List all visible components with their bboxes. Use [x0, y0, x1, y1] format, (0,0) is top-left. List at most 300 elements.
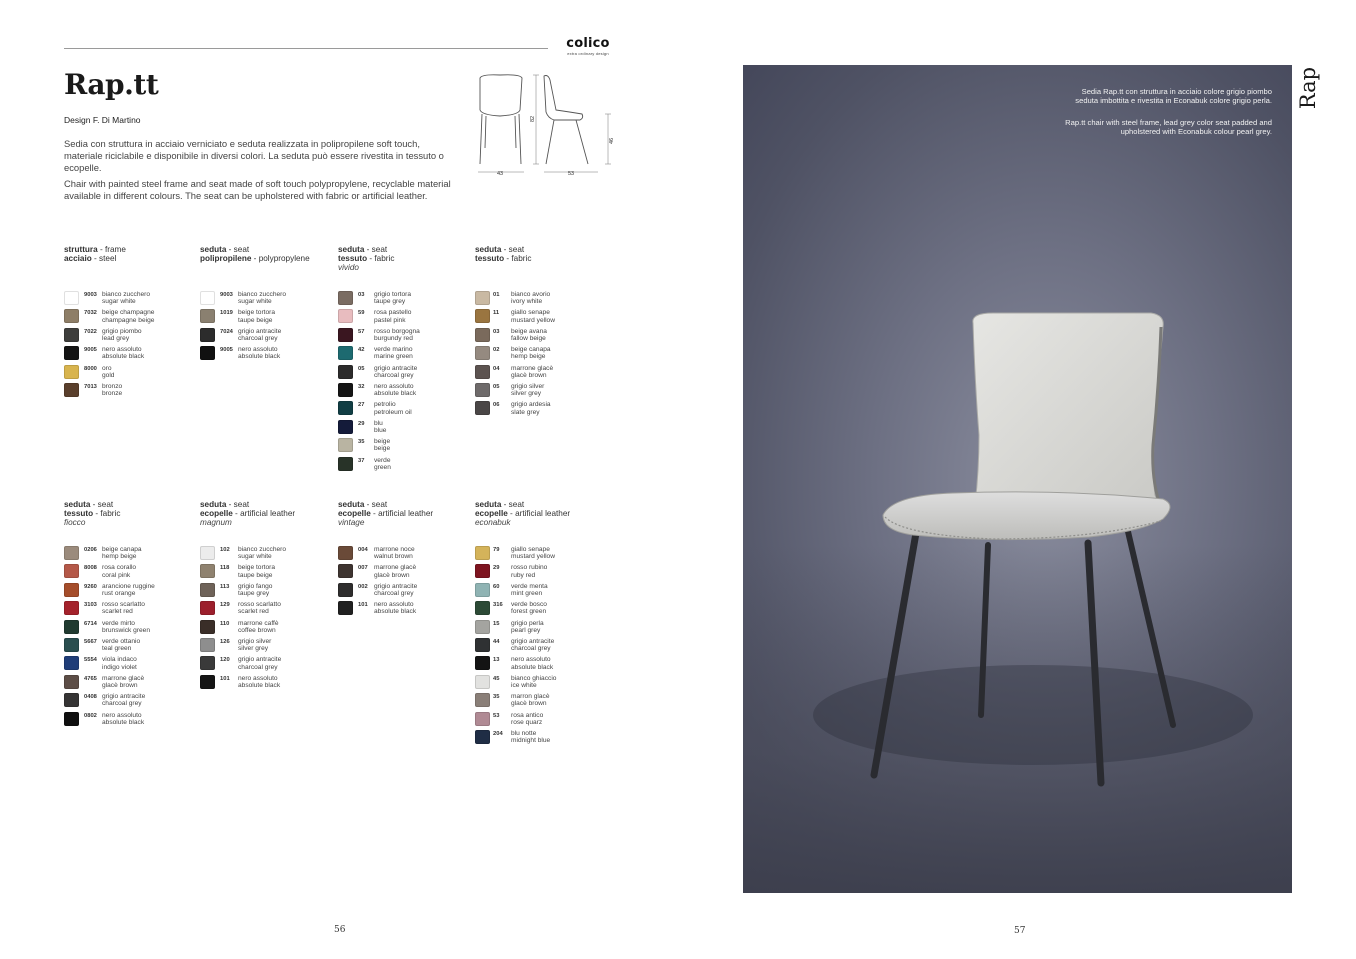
swatch-item	[200, 656, 340, 674]
swatch-item	[200, 675, 340, 693]
swatch-name-it: bronzo	[102, 383, 123, 390]
collection-name: fiocco	[64, 518, 86, 527]
swatch-name	[238, 546, 286, 560]
swatch-item	[338, 601, 478, 619]
swatch-name	[511, 638, 554, 652]
swatch-item	[200, 546, 340, 564]
finish-group	[64, 500, 204, 726]
color-swatch	[338, 328, 353, 342]
swatch-code: 37	[358, 457, 365, 464]
swatch-name-it: verde ottanio	[102, 638, 141, 645]
description-italian: Sedia con struttura in acciaio verniciato e seduta realizzata in polipropilene soft touch, materiale riciclabile e disponibile in diversi colori. La seduta può essere rivestita in tessuto o ecopelle.	[64, 138, 444, 174]
swatch-name	[374, 583, 417, 597]
swatch-item	[475, 383, 615, 401]
swatch-code: 7022	[84, 328, 97, 335]
swatch-code: 5667	[84, 639, 97, 645]
swatch-name	[511, 564, 547, 578]
swatch-code: 06	[493, 402, 500, 409]
swatch-code: 129	[220, 602, 230, 609]
collection-name: vintage	[338, 518, 365, 527]
swatch-name-it: bianco zucchero	[238, 546, 287, 553]
swatch-name	[238, 328, 281, 342]
collection-name: magnum	[200, 518, 232, 527]
color-swatch	[475, 346, 490, 360]
part-it: seduta	[475, 245, 502, 254]
swatch-item	[338, 438, 478, 456]
swatch-name-it: rosso scarlatto	[238, 601, 281, 609]
swatch-name-en: ivory white	[511, 298, 543, 306]
swatch-name-en: bronze	[102, 390, 123, 398]
finish-group-heading: seduta - seat tessuto - fabric fiocco	[64, 500, 121, 527]
swatch-name-en: charcoal grey	[238, 335, 278, 342]
swatch-code: 004	[358, 547, 368, 553]
swatch-name	[102, 365, 114, 379]
swatch-name-en: brunswick green	[102, 626, 151, 634]
part-it: seduta	[338, 245, 365, 254]
color-swatch	[64, 675, 79, 689]
swatch-name	[374, 346, 413, 360]
swatch-name-it: beige canapa	[102, 546, 142, 553]
swatch-code: 11	[493, 310, 500, 317]
swatch-name	[102, 291, 150, 305]
color-swatch	[64, 328, 79, 342]
part-en: seat	[97, 500, 114, 509]
material-it: ecopelle	[200, 509, 233, 518]
swatch-name-en: petroleum oil	[374, 408, 412, 416]
color-swatch	[475, 365, 490, 379]
swatch-name-en: marine green	[374, 353, 413, 361]
color-swatch	[475, 675, 490, 689]
swatch-item	[200, 601, 340, 619]
swatch-name-en: charcoal grey	[102, 700, 142, 708]
product-photo	[743, 65, 1292, 893]
swatch-name-it: verde menta	[511, 582, 548, 590]
swatch-name	[374, 457, 391, 471]
swatch-name-en: teal green	[102, 645, 132, 653]
color-swatch	[64, 546, 79, 560]
swatch-code: 113	[220, 583, 230, 590]
swatch-name-en: pearl grey	[511, 626, 541, 634]
swatch-item	[475, 346, 615, 364]
swatch-name	[238, 291, 286, 305]
swatch-code: 9003	[84, 292, 97, 298]
color-swatch	[475, 401, 490, 415]
dim-depth-label: 53	[568, 171, 575, 177]
swatch-name-it: bianco zucchero	[102, 291, 151, 298]
swatch-name-en: ice white	[511, 682, 537, 689]
swatch-name-it: grigio antracite	[374, 364, 418, 372]
chair-front-view	[480, 75, 522, 164]
swatch-code: 44	[493, 639, 500, 645]
swatch-name	[511, 401, 551, 415]
swatch-name-it: grigio antracite	[238, 327, 282, 335]
part-en: frame	[104, 245, 126, 254]
color-swatch	[338, 383, 353, 397]
material-en: polypropylene	[258, 254, 310, 263]
swatch-item	[475, 620, 615, 638]
swatch-name-it: blu notte	[511, 730, 537, 737]
swatch-name-it: beige champagne	[102, 309, 155, 317]
color-swatch	[338, 601, 353, 615]
swatch-name	[238, 638, 271, 652]
part-it: seduta	[200, 500, 227, 509]
swatch-name-en: rose quarz	[511, 718, 543, 726]
color-swatch	[475, 638, 490, 652]
swatch-item	[64, 638, 204, 656]
swatch-name-en: hemp beige	[511, 353, 546, 361]
swatch-code: 53	[493, 712, 500, 719]
swatch-code: 15	[493, 620, 500, 627]
swatch-name-en: absolute black	[238, 682, 281, 689]
swatch-name-it: marrone noce	[374, 546, 415, 553]
swatch-code: 002	[358, 583, 368, 590]
swatch-name	[102, 675, 144, 689]
swatch-name-it: arancione ruggine	[102, 582, 155, 590]
swatch-item	[475, 309, 615, 327]
swatch-name	[102, 583, 155, 597]
swatch-name-en: coffee brown	[238, 626, 276, 634]
swatch-item	[64, 583, 204, 601]
swatch-name-en: charcoal grey	[374, 590, 414, 597]
swatch-name-it: rosso scarlatto	[102, 601, 145, 609]
swatch-code: 13	[493, 657, 500, 664]
swatch-name-en: hemp beige	[102, 553, 137, 561]
chair-illustration	[743, 65, 1292, 893]
swatch-item	[475, 564, 615, 582]
swatch-code: 42	[358, 347, 365, 354]
side-title-text: Rap	[1296, 66, 1321, 110]
swatch-code: 04	[493, 365, 500, 372]
material-en: artificial leather	[515, 509, 571, 518]
color-swatch	[475, 564, 490, 578]
color-swatch	[475, 620, 490, 634]
swatch-name	[238, 346, 280, 360]
swatch-code: 29	[358, 420, 365, 427]
color-swatch	[338, 365, 353, 379]
color-swatch	[338, 420, 353, 434]
swatch-code: 0802	[84, 712, 97, 719]
swatch-item	[64, 365, 204, 383]
swatch-code: 101	[358, 602, 368, 609]
color-swatch	[475, 712, 490, 726]
color-swatch	[200, 346, 215, 360]
finish-group-heading: seduta - seat tessuto - fabric vivido	[338, 245, 395, 272]
finish-group-heading: seduta - seat ecopelle - artificial leather vintage	[338, 500, 434, 527]
color-swatch	[200, 328, 215, 342]
part-en: seat	[233, 245, 250, 254]
swatch-item	[338, 309, 478, 327]
swatch-code: 27	[358, 402, 365, 409]
swatch-code: 05	[493, 384, 500, 390]
color-swatch	[338, 401, 353, 415]
part-it: seduta	[475, 500, 502, 509]
swatch-name	[511, 383, 544, 397]
color-swatch	[475, 546, 490, 560]
part-en: seat	[508, 245, 525, 254]
swatch-code: 32	[358, 384, 365, 390]
swatch-name-it: verde bosco	[511, 601, 547, 609]
swatch-name	[238, 309, 275, 323]
material-en: fabric	[374, 254, 395, 263]
swatch-code: 204	[493, 731, 503, 737]
material-en: fabric	[511, 254, 532, 263]
swatch-name	[374, 309, 411, 323]
swatch-name-en: champagne beige	[102, 316, 155, 324]
page-number-left: 56	[334, 925, 346, 935]
swatch-code: 57	[358, 328, 365, 335]
color-swatch	[200, 309, 215, 323]
finish-group	[200, 245, 340, 361]
color-swatch	[200, 601, 215, 615]
swatch-item	[64, 291, 204, 309]
swatch-name	[511, 675, 556, 689]
swatch-name-it: marrone glacè	[102, 674, 145, 682]
swatch-name-it: nero assoluto	[238, 346, 278, 354]
part-en: seat	[371, 500, 388, 509]
swatch-name	[374, 328, 420, 342]
swatch-code: 60	[493, 583, 500, 590]
swatch-name-en: glacè brown	[102, 682, 138, 689]
color-swatch	[64, 564, 79, 578]
swatch-name-en: sugar white	[238, 553, 272, 561]
swatch-code: 0206	[84, 547, 97, 553]
swatch-name-it: petrolio	[374, 401, 396, 409]
swatch-name-en: taupe beige	[238, 571, 273, 579]
swatch-item	[64, 346, 204, 364]
swatch-item	[338, 457, 478, 475]
swatch-code: 007	[358, 565, 368, 572]
color-swatch	[200, 583, 215, 597]
collection-name: econabuk	[475, 518, 511, 527]
swatch-name-en: scarlet red	[102, 608, 133, 616]
swatch-name	[511, 346, 551, 360]
swatch-name	[511, 546, 555, 560]
swatch-name	[102, 693, 145, 707]
dim-width-label: 43	[497, 171, 504, 177]
swatch-name-it: grigio fango	[238, 582, 273, 590]
finish-group-heading: seduta - seat tessuto - fabric	[475, 245, 532, 263]
swatch-name-it: grigio piombo	[102, 327, 142, 335]
swatch-item	[200, 328, 340, 346]
swatch-name-it: marrone glacè	[511, 364, 554, 372]
swatch-name-it: marrone caffè	[238, 619, 279, 627]
swatch-name-it: rosso rubino	[511, 564, 548, 572]
swatch-name-it: verde marino	[374, 346, 413, 354]
color-swatch	[64, 291, 79, 305]
swatch-name	[102, 383, 122, 397]
swatch-name-en: slate grey	[511, 408, 540, 416]
swatch-code: 9260	[84, 583, 97, 590]
swatch-code: 6714	[84, 620, 97, 627]
swatch-item	[64, 309, 204, 327]
swatch-item	[475, 365, 615, 383]
finish-group	[338, 500, 478, 616]
swatch-code: 7013	[84, 384, 97, 390]
swatch-item	[475, 546, 615, 564]
swatch-code: 5554	[84, 657, 97, 664]
swatch-name-it: beige canapa	[511, 346, 551, 354]
swatch-name-en: taupe grey	[238, 590, 270, 597]
swatch-name	[374, 601, 416, 615]
swatch-item	[64, 620, 204, 638]
swatch-name-en: coral pink	[102, 571, 131, 579]
swatch-name-en: silver grey	[238, 645, 269, 653]
swatch-item	[64, 601, 204, 619]
swatch-name	[374, 420, 386, 434]
swatch-name-en: absolute black	[374, 390, 417, 398]
swatch-name-en: mustard yellow	[511, 316, 555, 324]
swatch-code: 03	[493, 328, 500, 335]
swatch-name-en: indigo violet	[102, 663, 137, 671]
part-it: seduta	[64, 500, 91, 509]
part-en: seat	[508, 500, 525, 509]
swatch-code: 7032	[84, 310, 97, 317]
color-swatch	[475, 291, 490, 305]
swatch-name	[511, 309, 555, 323]
swatch-name	[374, 564, 416, 578]
swatch-name	[511, 328, 547, 342]
swatch-name-en: absolute black	[374, 608, 417, 616]
swatch-name	[102, 712, 144, 726]
swatch-code: 9005	[220, 347, 233, 354]
swatch-name	[102, 620, 150, 634]
swatch-name-en: midnight blue	[511, 737, 551, 745]
swatch-name	[102, 656, 137, 670]
part-it: seduta	[338, 500, 365, 509]
swatch-item	[475, 601, 615, 619]
swatch-item	[475, 693, 615, 711]
color-swatch	[64, 638, 79, 652]
swatch-name	[511, 620, 544, 634]
color-swatch	[200, 656, 215, 670]
swatch-name-it: grigio silver	[238, 638, 272, 645]
finish-group	[475, 500, 615, 745]
swatch-name-en: glacè brown	[511, 371, 547, 379]
swatch-item	[200, 346, 340, 364]
swatch-item	[475, 730, 615, 748]
swatch-name-it: viola indaco	[102, 656, 137, 664]
swatch-name-en: scarlet red	[238, 608, 269, 616]
swatch-item	[475, 675, 615, 693]
swatch-item	[200, 564, 340, 582]
color-swatch	[338, 291, 353, 305]
swatch-code: 8000	[84, 365, 97, 372]
color-swatch	[475, 583, 490, 597]
color-swatch	[64, 583, 79, 597]
swatch-name-en: walnut brown	[374, 553, 413, 561]
swatch-name-it: verde	[374, 456, 391, 464]
swatch-code: 102	[220, 547, 230, 553]
swatch-name-it: nero assoluto	[102, 346, 142, 354]
swatch-name-en: green	[374, 463, 391, 471]
color-swatch	[338, 438, 353, 452]
color-swatch	[338, 309, 353, 323]
collection-name: vivido	[338, 263, 359, 272]
swatch-name-it: bianco avorio	[511, 291, 551, 298]
swatch-code: 101	[220, 675, 230, 682]
swatch-name-en: absolute black	[102, 353, 145, 361]
swatch-item	[475, 638, 615, 656]
swatch-code: 7024	[220, 328, 233, 335]
dimension-diagram	[470, 70, 620, 180]
swatch-name-en: fallow beige	[511, 335, 546, 342]
swatch-name	[238, 583, 272, 597]
swatch-name	[102, 328, 142, 342]
color-swatch	[475, 730, 490, 744]
swatch-code: 8008	[84, 565, 97, 572]
swatch-name-en: silver grey	[511, 390, 542, 398]
swatch-name	[374, 401, 412, 415]
chair-side-view	[544, 76, 588, 165]
finish-group-heading: seduta - seat polipropilene - polypropylene	[200, 245, 310, 263]
swatch-name-it: verde mirto	[102, 619, 135, 627]
swatch-name	[374, 383, 416, 397]
swatch-name-en: sugar white	[238, 298, 272, 306]
swatch-item	[64, 693, 204, 711]
brand-tagline: extra ordinary design	[567, 51, 609, 56]
swatch-item	[64, 383, 204, 401]
part-en: seat	[233, 500, 250, 509]
swatch-code: 110	[220, 620, 230, 627]
material-it: tessuto	[475, 254, 505, 263]
swatch-name	[511, 730, 550, 744]
swatch-name	[238, 601, 281, 615]
dim-seat-height-label: 46	[609, 137, 615, 144]
color-swatch	[64, 620, 79, 634]
swatch-code: 79	[493, 547, 500, 553]
swatch-name-it: grigio perla	[511, 619, 544, 627]
swatch-name-it: grigio antracite	[102, 693, 146, 701]
part-it: struttura	[64, 245, 98, 254]
swatch-name	[511, 601, 547, 615]
swatch-name-en: sugar white	[102, 298, 136, 306]
finish-group	[64, 245, 204, 398]
swatch-code: 02	[493, 347, 500, 354]
swatch-name-it: nero assoluto	[102, 711, 142, 719]
swatch-item	[338, 328, 478, 346]
swatch-name-it: grigio antracite	[238, 656, 282, 664]
swatch-name-it: beige avana	[511, 327, 547, 335]
swatch-item	[64, 546, 204, 564]
swatch-name-en: taupe grey	[374, 298, 406, 306]
material-en: artificial leather	[378, 509, 434, 518]
swatch-name-it: nero assoluto	[511, 656, 551, 664]
swatch-name-en: pastel pink	[374, 316, 406, 324]
swatch-item	[338, 420, 478, 438]
swatch-name-en: burgundy red	[374, 335, 413, 342]
color-swatch	[338, 346, 353, 360]
swatch-name-en: charcoal grey	[511, 645, 551, 653]
swatch-name-it: grigio antracite	[374, 582, 418, 590]
color-swatch	[64, 309, 79, 323]
color-swatch	[200, 291, 215, 305]
material-en: fabric	[100, 509, 121, 518]
color-swatch	[64, 601, 79, 615]
swatch-name	[238, 675, 280, 689]
swatch-name-en: ruby red	[511, 571, 536, 579]
swatch-name	[511, 365, 553, 379]
material-en: artificial leather	[240, 509, 296, 518]
color-swatch	[200, 546, 215, 560]
swatch-name	[102, 601, 145, 615]
material-it: ecopelle	[338, 509, 371, 518]
swatch-name-it: grigio antracite	[511, 638, 555, 645]
swatch-item	[64, 564, 204, 582]
swatch-item	[64, 328, 204, 346]
color-swatch	[64, 693, 79, 707]
swatch-item	[200, 309, 340, 327]
swatch-name-it: blu	[374, 419, 383, 427]
